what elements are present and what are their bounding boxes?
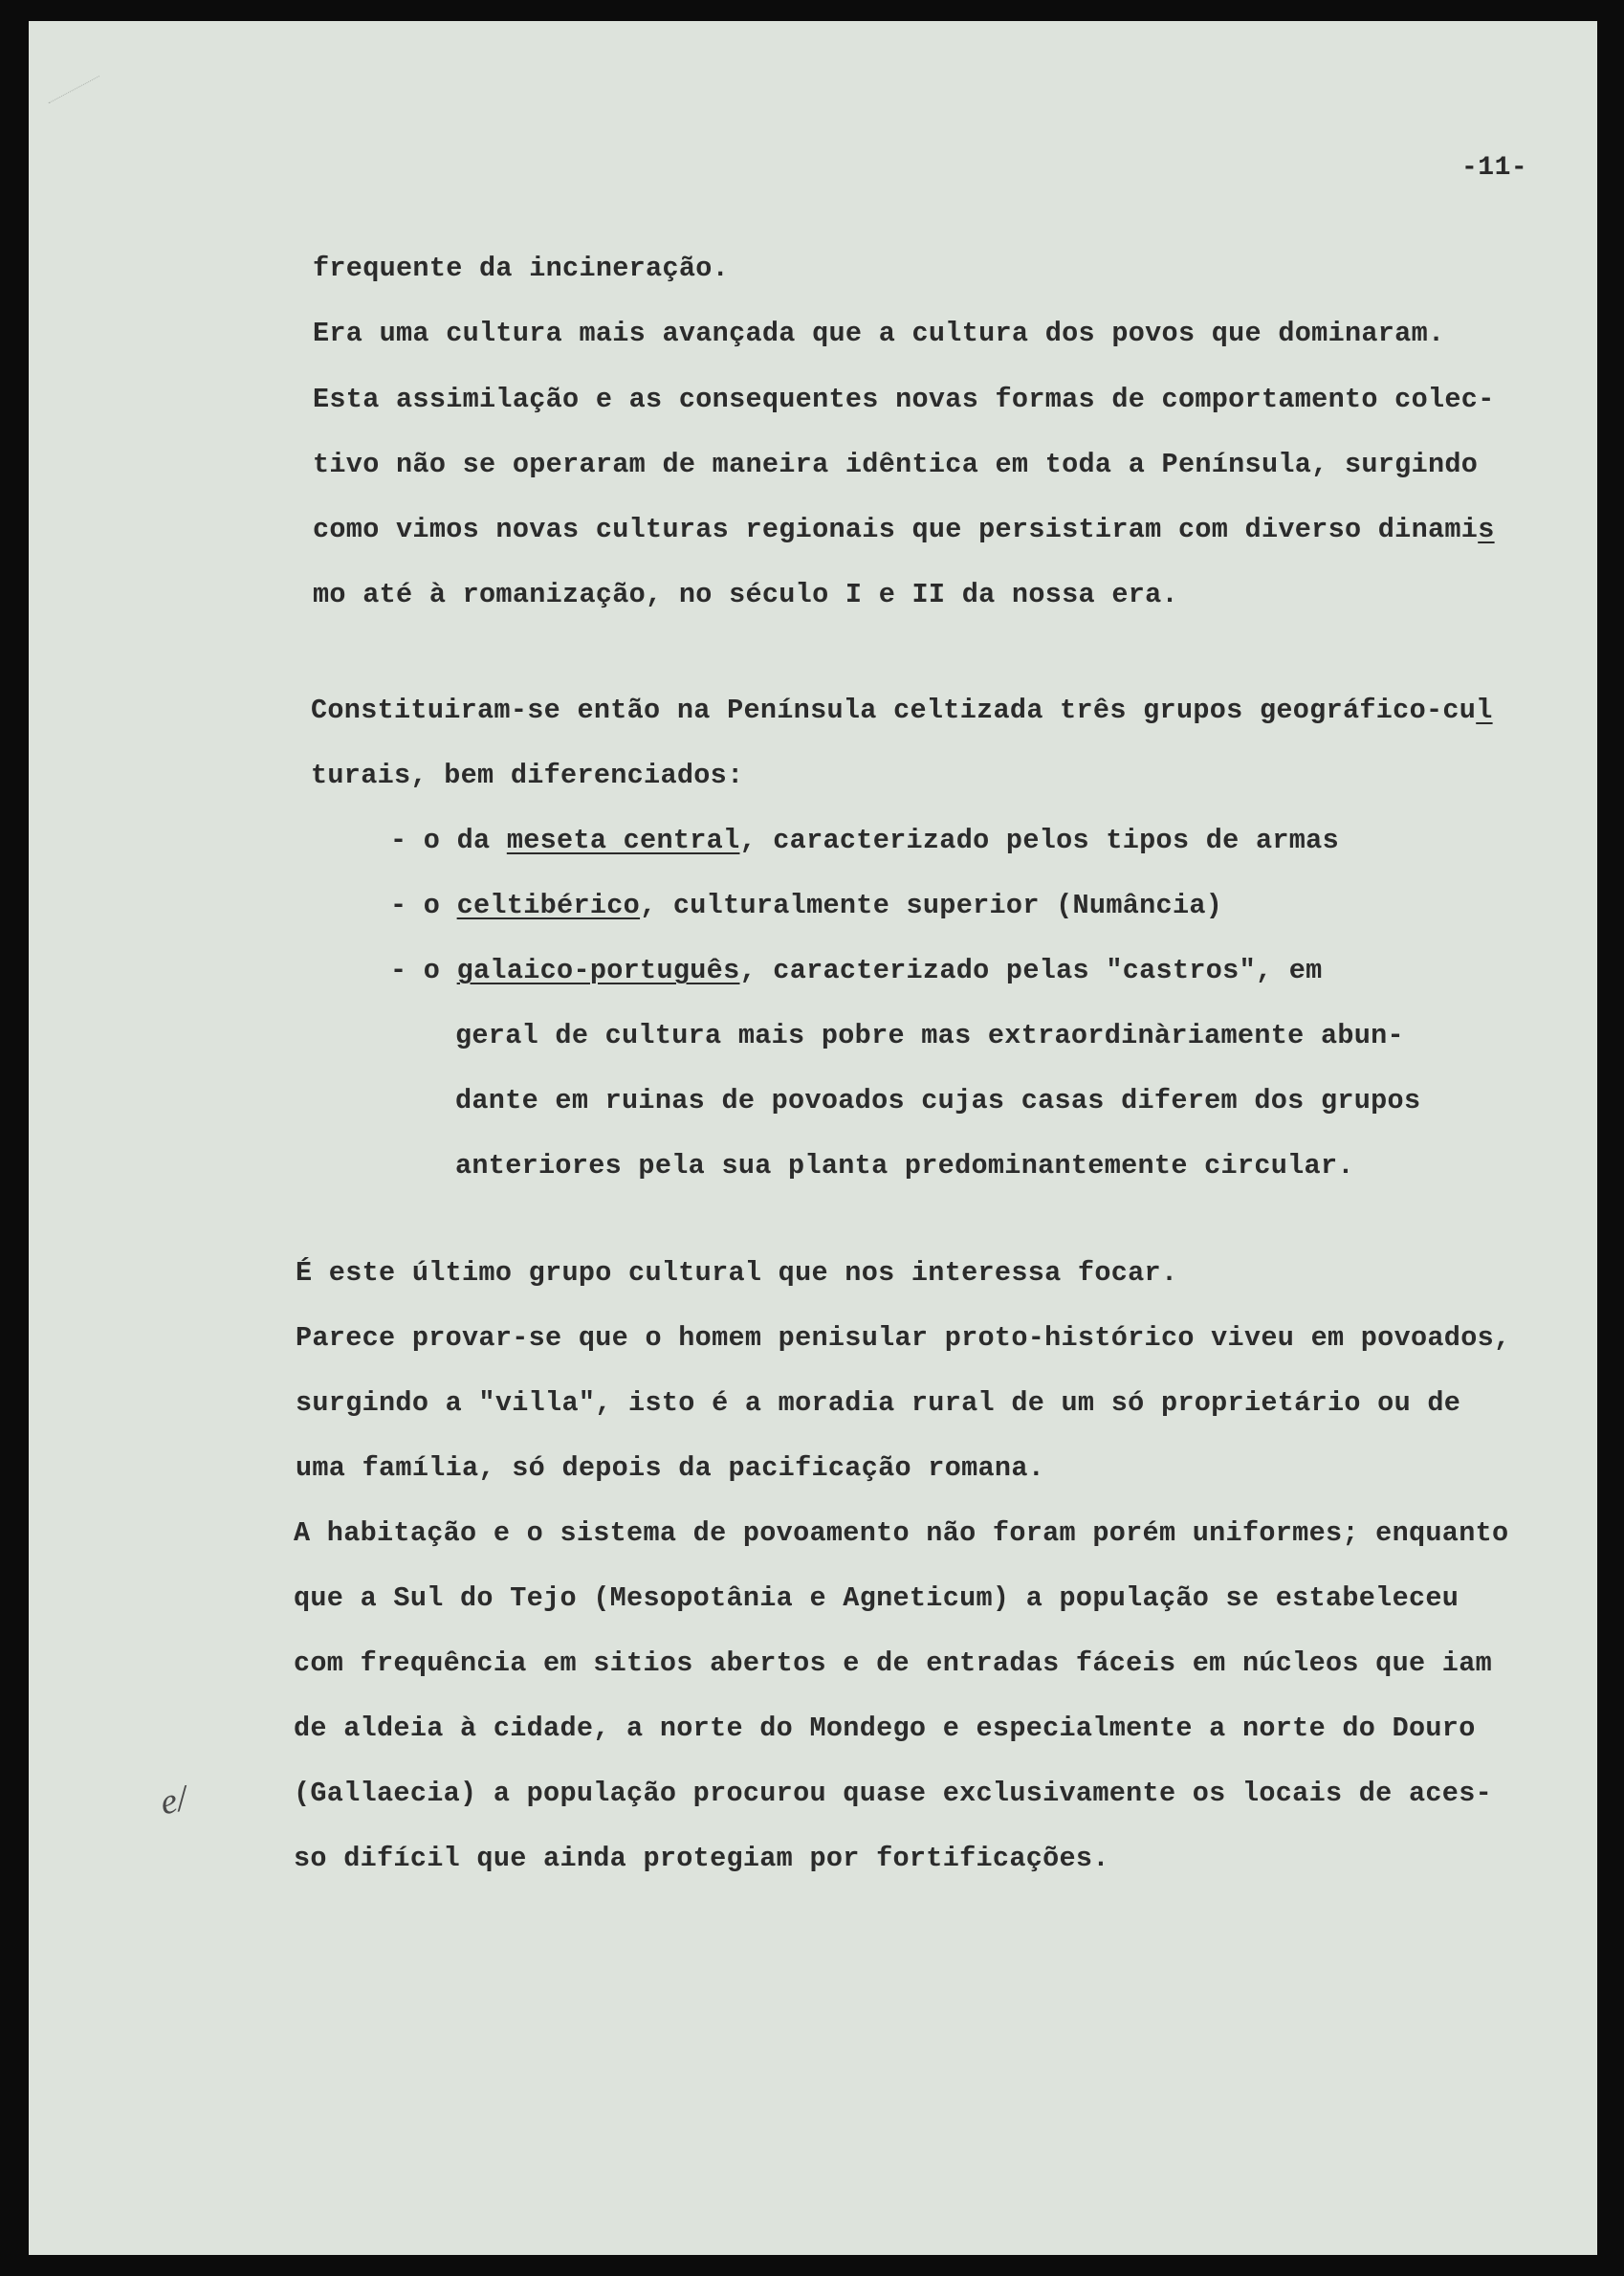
handwritten-margin-note: e/	[156, 1778, 191, 1823]
list-item-galaico	[390, 955, 1323, 986]
text-line-3: Esta assimilação e as consequentes novas formas de comportamento colec-	[313, 384, 1495, 415]
text-line-5	[313, 514, 1495, 545]
text-line-24: so difícil que ainda protegiam por fortificações.	[294, 1843, 1109, 1874]
text-line-6: mo até à romanização, no século I e II da nossa era.	[313, 579, 1178, 610]
list-item-celtiberico	[390, 890, 1223, 921]
text-line-22: de aldeia à cidade, a norte do Mondego e especialmente a norte do Douro	[294, 1713, 1476, 1744]
text-line-7-main: Constituiram-se então na Península celtizada três grupos geográfico-cu	[311, 695, 1477, 726]
list-item-celtiberico-prefix: - o	[390, 890, 457, 921]
list-item-meseta-desc: , caracterizado pelos tipos de armas	[739, 825, 1339, 856]
list-item-galaico-desc: , caracterizado pelas "castros", em	[739, 955, 1323, 986]
list-item-galaico-prefix: - o	[390, 955, 457, 986]
text-line-4: tivo não se operaram de maneira idêntica em toda a Península, surgindo	[313, 449, 1479, 480]
text-line-13: dante em ruinas de povoados cujas casas diferem dos grupos	[455, 1085, 1421, 1116]
text-line-14: anteriores pela sua planta predominantemente circular.	[455, 1150, 1354, 1182]
corner-smudge	[49, 76, 109, 121]
text-line-21: com frequência em sitios abertos e de entradas fáceis em núcleos que iam	[294, 1647, 1492, 1679]
list-item-meseta-term: meseta central	[506, 825, 740, 856]
text-line-7	[311, 697, 1493, 725]
list-item-celtiberico-desc: , culturalmente superior (Numância)	[640, 890, 1223, 921]
text-line-18: uma família, só depois da pacificação romana.	[296, 1452, 1045, 1484]
text-line-5-underlined-letter: s	[1478, 514, 1495, 545]
document-page	[29, 21, 1597, 2255]
text-line-5-main: como vimos novas culturas regionais que persistiram com diverso dinami	[313, 514, 1479, 545]
text-line-16: Parece provar-se que o homem penisular proto-histórico viveu em povoados,	[296, 1322, 1511, 1354]
text-line-8: turais, bem diferenciados:	[311, 760, 744, 791]
page-number: -11-	[1461, 153, 1528, 183]
text-line-17: surgindo a "villa", isto é a moradia rural de um só proprietário ou de	[296, 1387, 1461, 1419]
text-line-20: que a Sul do Tejo (Mesopotânia e Agneticum) a população se estabeleceu	[294, 1582, 1459, 1614]
text-line-12: geral de cultura mais pobre mas extraordinàriamente abun-	[455, 1020, 1404, 1051]
list-item-meseta-prefix: - o da	[390, 825, 507, 856]
text-line-15: É este último grupo cultural que nos interessa focar.	[296, 1257, 1178, 1289]
list-item-meseta	[390, 825, 1339, 856]
text-line-19: A habitação e o sistema de povoamento não foram porém uniformes; enquanto	[294, 1517, 1509, 1549]
text-line-2: Era uma cultura mais avançada que a cultura dos povos que dominaram.	[313, 318, 1445, 349]
text-line-1: frequente da incineração.	[313, 253, 730, 284]
text-line-7-underlined-letter: l	[1476, 695, 1493, 726]
list-item-galaico-term: galaico-português	[456, 955, 740, 986]
text-line-23: (Gallaecia) a população procurou quase exclusivamente os locais de aces-	[294, 1778, 1492, 1809]
list-item-celtiberico-term: celtibérico	[456, 890, 641, 921]
